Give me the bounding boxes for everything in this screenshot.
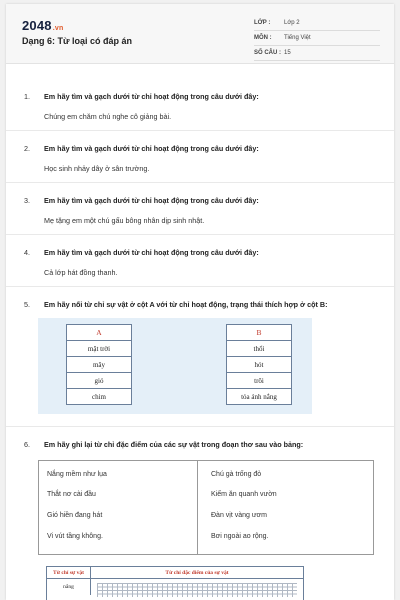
column-a-table [66, 324, 132, 405]
meta-row-subject [254, 31, 380, 46]
column-b-item[interactable]: hót [227, 357, 292, 373]
column-a-item[interactable]: mặt trời [67, 341, 132, 357]
question-title: Em hãy ghi lại từ chỉ đặc điểm của các sự vật trong đoạn thơ sau vào bảng: [44, 440, 304, 449]
meta-key: SỐ CÂU : [254, 50, 281, 56]
column-a-header: A [67, 325, 132, 341]
question-sentence: Chúng em chăm chú nghe cô giảng bài. [44, 112, 172, 121]
divider [6, 286, 394, 287]
column-a-item[interactable]: chim [67, 389, 132, 405]
matching-exercise [38, 318, 312, 414]
worksheet-meta [254, 16, 380, 61]
question-number: 5. [24, 300, 30, 309]
question-title: Em hãy tìm và gạch dưới từ chỉ hoạt động trong câu dưới đây: [44, 196, 259, 205]
feature-word-table [46, 566, 304, 600]
divider [6, 182, 394, 183]
logo-text: 2048 [22, 18, 52, 33]
poem-box [38, 460, 374, 555]
question-number: 2. [24, 144, 30, 153]
column-b-item[interactable]: tỏa ánh nắng [227, 389, 292, 405]
question-number: 1. [24, 92, 30, 101]
question-title: Em hãy nối từ chỉ sự vật ở cột A với từ chỉ hoạt động, trạng thái thích hợp ở cột B: [44, 300, 328, 309]
question-sentence: Cả lớp hát đồng thanh. [44, 268, 118, 277]
column-b-item[interactable]: trôi [227, 373, 292, 389]
meta-row-count [254, 46, 380, 61]
divider [6, 234, 394, 235]
meta-value: 15 [284, 50, 291, 56]
question-title: Em hãy tìm và gạch dưới từ chỉ hoạt động trong câu dưới đây: [44, 144, 259, 153]
poem-line: Chú gà trống đỏ [211, 471, 262, 478]
column-a-item[interactable]: gió [67, 373, 132, 389]
column-a-item[interactable]: mây [67, 357, 132, 373]
worksheet-header [6, 4, 394, 64]
site-logo[interactable] [22, 18, 63, 33]
table-row-label: nắng [47, 579, 91, 595]
meta-key: LỚP : [254, 20, 271, 26]
meta-key: MÔN : [254, 35, 272, 41]
question-sentence: Học sinh nhảy dây ở sân trường. [44, 164, 150, 173]
column-b-header: B [227, 325, 292, 341]
poem-line: Đàn vịt vàng ươm [211, 512, 267, 519]
divider [6, 426, 394, 427]
writing-grid[interactable] [97, 583, 297, 597]
table-header-things: Từ chỉ sự vật [47, 567, 91, 579]
question-number: 3. [24, 196, 30, 205]
question-sentence: Mẹ tặng em một chú gấu bông nhân dịp sinh nhật. [44, 216, 205, 225]
column-b-item[interactable]: thổi [227, 341, 292, 357]
poem-line: Kiếm ăn quanh vườn [211, 491, 277, 498]
poem-line: Vi vút tầng không. [47, 533, 103, 540]
question-title: Em hãy tìm và gạch dưới từ chỉ hoạt động trong câu dưới đây: [44, 92, 259, 101]
poem-divider [197, 461, 198, 554]
logo-tld: .vn [52, 25, 64, 32]
poem-line: Gió hiền đang hát [47, 512, 103, 519]
table-header-features: Từ chỉ đặc điểm của sự vật [91, 567, 303, 579]
poem-line: Nắng mềm như lụa [47, 471, 107, 478]
worksheet-subject: Dạng 6: Từ loại có đáp án [22, 36, 133, 46]
divider [6, 130, 394, 131]
meta-row-class [254, 16, 380, 31]
meta-value: Tiếng Việt [284, 35, 311, 41]
question-title: Em hãy tìm và gạch dưới từ chỉ hoạt động trong câu dưới đây: [44, 248, 259, 257]
worksheet-page [6, 4, 394, 600]
meta-value: Lớp 2 [284, 20, 300, 26]
column-b-table [226, 324, 292, 405]
question-number: 4. [24, 248, 30, 257]
poem-line: Bơi ngoài ao rộng. [211, 533, 269, 540]
question-number: 6. [24, 440, 30, 449]
poem-line: Thắt nơ cài đầu [47, 491, 96, 498]
